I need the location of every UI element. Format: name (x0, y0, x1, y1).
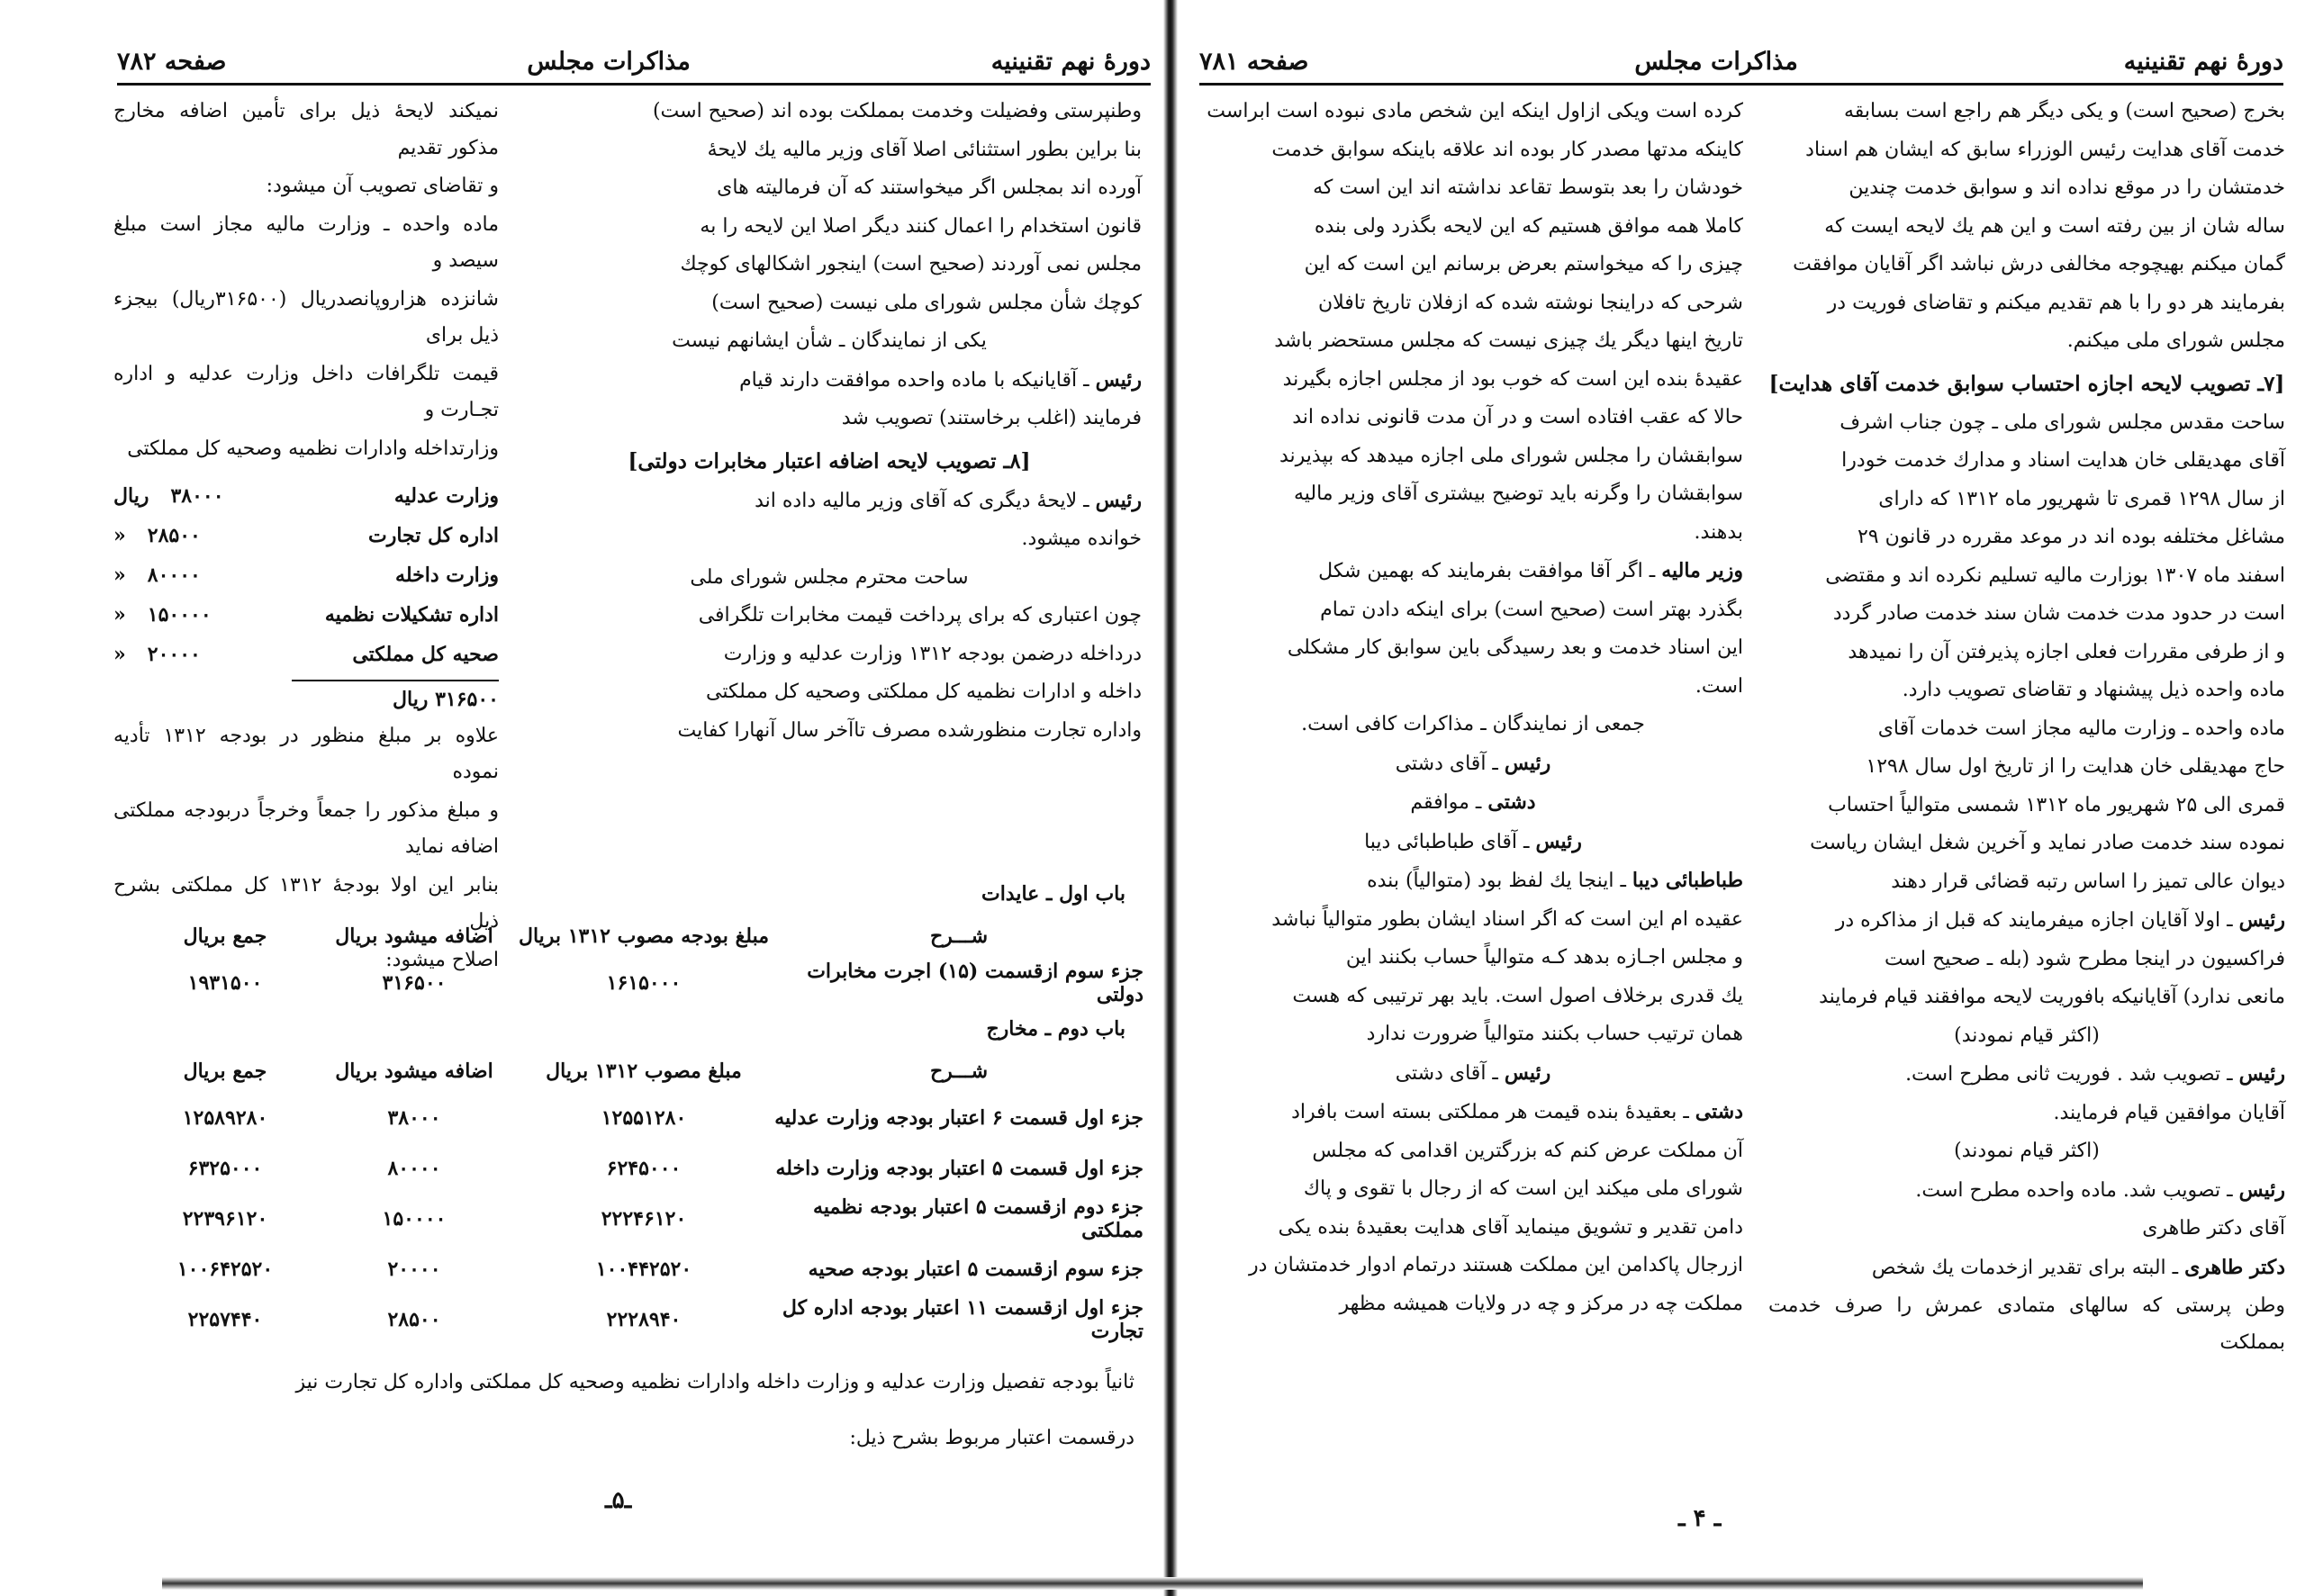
budget-item (113, 476, 499, 516)
table-cell: جزء اول قسمت ۶ اعتبار بودجه وزارت عدلیه (774, 1106, 1143, 1130)
text-line: چون اعتباری که برای پرداخت قیمت مخابرات تلگرافی (698, 604, 1142, 627)
text-line: ماده واحده ذیل پیشنهاد و تقاضای تصویب دارد. (1902, 679, 2285, 701)
table-row (117, 1294, 1143, 1345)
text-line: کاینکه مدتها مصدر کار بوده اند علاقه باینکه سوابق خدمت (1271, 138, 1743, 161)
left-page-right-column (517, 94, 1142, 751)
table-cell: ۱۲۵۸۹۲۸۰ (182, 1106, 268, 1130)
budget-tables (117, 873, 1143, 1476)
text-line: حالا که عقب افتاده است و در آن مدت قانونی نداده اند (1292, 406, 1743, 428)
text-line: خوانده میشود. (1021, 527, 1142, 550)
speaker-name: رئیس (2238, 908, 2285, 932)
budget-total: ۳۱۶۵۰۰ ریال (292, 680, 499, 718)
text-line: خدمتشان را در موقع نداده اند و سوابق خدمت چندین (1849, 176, 2285, 199)
table-cell: ۲۸۵۰۰ (387, 1308, 441, 1331)
text-line: خودشان را بعد بتوسط تقاعد نداشته اند این است که (1313, 176, 1743, 199)
text-line: داخله و ادارات نظمیه کل مملکتی وصحیه کل مملکتی (706, 681, 1142, 703)
speaker-name: طباطبائی دیبا (1632, 869, 1743, 892)
table-cell: جزء سوم ازقسمت ۵ اعتبار بودجه صحیه (808, 1258, 1143, 1281)
table2-header (117, 1050, 1143, 1093)
table-row (117, 1143, 1143, 1194)
table-cell: ۱۹۳۱۵۰۰ (187, 971, 263, 995)
page-footer-number: ـ ۴ ـ (1678, 1505, 1722, 1532)
text-line: تاریخ اینها دیگر یك چیزی نیست که مجلس مستحضر باشد (1274, 329, 1743, 352)
table-cell: ۳۸۰۰۰ (387, 1106, 441, 1130)
text-line: بنا براین بطور استثنائی اصلا آقای وزیر مالیه یك لایحهٔ (707, 138, 1142, 161)
table-footer-text (117, 1365, 1143, 1456)
text-line: مجلس شورای ملی میکنم. (2066, 329, 2285, 352)
table2-body (117, 1093, 1143, 1345)
text-line: دکتر طاهری ـ البته برای تقدیر ازخدمات یك شخص (1871, 1255, 2285, 1279)
text-line: شورای ملی میکند این است که از رجال با تقوی و پاك (1303, 1177, 1743, 1200)
text-line: ثانیاً بودجه تفصیل وزارت عدلیه و وزارت داخله وادارات نظمیه وصحیه کل مملکتی واداره کل تجارت نیز (295, 1371, 1134, 1393)
table-cell: ۲۲۲۸۹۴۰ (606, 1308, 682, 1331)
table1-body (117, 958, 1143, 1008)
text-line: مانعی ندارد) آقایانیکه بافوریت لایحه موافقند قیام فرمایند (1819, 986, 2285, 1008)
text-line: (اکثر قیام نمودند) (1954, 1140, 2100, 1162)
text-line: وطن پرستی که سالهای متمادی عمرش را صرف خدمت بمملکت (1768, 1294, 2285, 1354)
text-line: کوچك شأن مجلس شورای ملی نیست (صحیح است) (711, 291, 1142, 314)
text-line: علاوه بر مبلغ منظور در بودجه ۱۳۱۲ تأدیه نموده (113, 724, 499, 783)
text-line: آن مملکت عرض کنم که بزرگترین اقدامی که مجلس (1312, 1139, 1743, 1162)
text-line: آورده اند بمجلس اگر میخواستند که آن فرمالیته های (717, 176, 1142, 199)
text-line: کاملا همه موافق هستیم که این لایحه بگذرد ولی بنده (1314, 214, 1743, 238)
text-line: عقیده ام این است که اگر اسناد ایشان بطور متوالیاً نباشد (1271, 907, 1743, 931)
budget-item-name: اداره کل تجارت (368, 523, 499, 547)
text-line: (اکثر قیام نمودند) (1954, 1023, 2100, 1047)
left-page-header (117, 40, 1151, 86)
text-line: این اسناد خدمت و بعد رسیدگی باین سوابق کار مشکلی (1287, 636, 1743, 659)
speaker-name: رئیس (1535, 829, 1582, 853)
speaker-name: دشتی (1487, 790, 1536, 814)
text-line: همان ترتیب حساب بکنند متوالیاً ضرورت ندارد (1366, 1023, 1743, 1045)
text-line: دشتی ـ بعقیدهٔ بنده قیمت هر مملکتی بسته است بافراد (1291, 1100, 1743, 1123)
table-cell: ۱۰۰۶۴۲۵۲۰ (176, 1258, 274, 1281)
header-period: دورهٔ نهم تقنینیه (2123, 47, 2283, 76)
table-cell: ۱۲۵۵۱۲۸۰ (601, 1106, 687, 1130)
text-line: جمعی از نمایندگان ـ مذاکرات کافی است. (1301, 713, 1645, 735)
text-line: کرده است ویکی ازاول اینکه این شخص مادی نبوده است ابراست (1207, 100, 1743, 122)
table-cell: ۲۰۰۰۰ (387, 1258, 441, 1281)
table-cell: ۲۲۵۷۴۴۰ (187, 1308, 263, 1331)
budget-item-name: اداره تشکیلات نظمیه (324, 602, 499, 627)
header-title: مذاکرات مجلس (527, 47, 691, 76)
table-cell: ۳۱۶۵۰۰ (382, 971, 447, 995)
text-line: بگذرد بهتر است (صحیح است) برای اینکه دادن تمام (1320, 598, 1743, 621)
text-line: نموده سند خدمت صادر نماید و آخرین شغل ایشان ریاست (1810, 832, 2285, 854)
header-page-number: صفحه ۷۸۱ (1199, 47, 1309, 76)
budget-item (113, 595, 499, 635)
budget-item (113, 555, 499, 595)
text-line: مملکت چه در مرکز و چه در ولایات همیشه مظهر (1339, 1292, 1743, 1315)
text-line: ساحت محترم مجلس شورای ملی (690, 565, 969, 589)
table-cell: جزء سوم ازقسمت (۱۵) اجرت مخابرات دولتی (807, 960, 1143, 1006)
text-line: بخرج (صحیح است) و یکی دیگر هم راجع است بسابقه (1843, 100, 2285, 122)
right-page-left-column (1203, 94, 1743, 1324)
speaker-name: رئیس (1504, 1060, 1551, 1085)
text-line: ساله شان از بین رفته است و این هم یك لایحه ایست که (1824, 214, 2285, 238)
text-line: اسفند ماه ۱۳۰۷ بوزارت مالیه تسلیم نکرده اند و مقتضی (1825, 564, 2285, 587)
speaker-name: رئیس (1504, 751, 1551, 775)
table-header-cell: جمع بریال (183, 1059, 267, 1083)
text-line: چیزی را که میخواستم بعرض برسانم این است که این (1304, 253, 1743, 275)
section-expenses: باب دوم ـ مخارج (986, 1017, 1125, 1041)
table-row (117, 1093, 1143, 1143)
page-footer-number: ـ۵ـ (605, 1487, 632, 1514)
text-line: رئیس ـ تصویب شد . فوریت ثانی مطرح است. (1905, 1062, 2285, 1086)
text-line: درداخله درضمن بودجه ۱۳۱۲ وزارت عدلیه و وزارت (723, 642, 1142, 665)
text-line: یك قدری برخلاف اصول است. باید بهر ترتیبی که هست (1292, 984, 1743, 1007)
header-period: دورهٔ نهم تقنینیه (990, 47, 1151, 76)
text-line: سوابقشان را وگرنه باید توضیح بیشتری آقای وزیر مالیه (1293, 482, 1743, 505)
text-line: و مجلس اجـازه بدهد کـه متوالیاً حساب بکنند این (1345, 946, 1743, 969)
text-line: ماده واحده ـ وزارت مالیه مجاز است خدمات آقای (1877, 717, 2285, 740)
section-title: [۸ـ تصویب لایحه اضافه اعتبار مخابرات دولتی] (628, 448, 1031, 473)
text-line: و از طرفی مقررات فعلی اجازه پذیرفتن آن را نمیدهد (1848, 640, 2285, 663)
text-line: رئیس ـ آقای دشتی (1395, 1060, 1551, 1085)
text-line: رئیس ـ تصویب شد. ماده واحده مطرح است. (1915, 1177, 2285, 1202)
text-line: است. (1695, 674, 1743, 698)
text-line: ساحت مقدس مجلس شورای ملی ـ چون جناب اشرف (1839, 410, 2285, 434)
text-line: قمری الی ۲۵ شهریور ماه ۱۳۱۲ شمسی متوالیاً احتساب (1828, 793, 2285, 816)
table-cell: جزء اول ازقسمت ۱۱ اعتبار بودجه اداره کل تجارت (782, 1296, 1143, 1343)
text-line: رئیس ـ لایحهٔ دیگری که آقای وزیر مالیه داده اند (755, 488, 1142, 512)
text-line: وزیر مالیه ـ اگر آقا موافقت بفرمایند که بهمین شکل (1318, 559, 1743, 582)
text-line: نمیکند لایحهٔ ذیل برای تأمین اضافه مخارج مذکور تقدیم (113, 100, 499, 159)
table-cell: ۲۲۲۴۶۱۲۰ (601, 1207, 687, 1231)
table-header-cell: مبلغ بودجه مصوب ۱۳۱۲ بریال (518, 924, 769, 948)
speaker-name: دشتی (1695, 1100, 1743, 1123)
text-line: بنابر این اولا بودجهٔ ۱۳۱۲ کل مملکتی بشرح ذیل (113, 873, 499, 933)
right-page (1174, 0, 2305, 1596)
table-cell: جزء اول قسمت ۵ اعتبار بودجه وزارت داخله (775, 1157, 1143, 1180)
text-line: طباطبائی دیبا ـ اینجا یك لفظ بود (متوالیاً) بنده (1367, 869, 1743, 892)
table-cell: ۱۶۱۵۰۰۰ (606, 971, 682, 995)
text-line: دشتی ـ موافقم (1410, 790, 1536, 814)
table-header-cell: شـــرح (929, 1059, 989, 1083)
right-page-header (1199, 40, 2283, 86)
text-line: اصلاح میشود: (385, 948, 499, 971)
text-line: و مبلغ مذکور را جمعاً وخرجاً دربودجه مملکتی اضافه نماید (113, 798, 499, 858)
page-bottom-shadow (162, 1577, 2143, 1590)
table-cell: ۱۰۰۴۴۲۵۲۰ (595, 1258, 692, 1281)
speaker-name: وزیر مالیه (1661, 559, 1743, 582)
budget-item (113, 516, 499, 555)
table-cell: جزء دوم ازقسمت ۵ اعتبار بودجه نظمیه مملکتی (813, 1195, 1143, 1242)
budget-item-amount: ۱۵۰۰۰۰ « (113, 602, 212, 627)
bill-intro (113, 94, 499, 467)
left-page-left-column (113, 94, 499, 980)
text-line: رئیس ـ آقای طباطبائی دیبا (1364, 829, 1582, 853)
section-title: [۷ـ تصویب لایحه اجازه احتساب سوابق خدمت آقای هدایت] (1768, 371, 2285, 396)
text-line: بدهند. (1694, 520, 1743, 544)
text-line: رئیس ـ اولا آقایان اجازه میفرمایند که قبل از مذاکره در (1835, 908, 2285, 932)
table-header-cell: مبلغ مصوب ۱۳۱۲ بریال (546, 1059, 742, 1083)
text-line: واداره تجارت منظورشده مصرف تاآخر سال آنهارا کفایت (677, 718, 1142, 742)
text-line: آقای مهدیقلی خان هدایت اسناد و مدارك خدمت خودرا (1841, 449, 2285, 472)
text-line: ازرجال پاکدامن این مملکت هستند درتمام ادوار خدمتشان در (1249, 1254, 1743, 1276)
budget-item-amount: ۸۰۰۰۰ « (113, 563, 201, 587)
budget-item-amount: ۳۸۰۰۰ ریال (113, 483, 224, 508)
text-line: درقسمت اعتبار مربوط بشرح ذیل: (849, 1427, 1134, 1449)
speaker-name: رئیس (1095, 367, 1142, 392)
speaker-name: رئیس (2238, 1062, 2285, 1086)
text-line: بفرمایند هر دو را با هم تقدیم میکنم و تقاضای فوریت در (1827, 291, 2285, 314)
text-line: قیمت تلگرافات داخل وزارت عدلیه و اداره تجـارت و (113, 362, 499, 421)
text-line: فراکسیون در اینجا مطرح شود (بله ـ صحیح است (1884, 947, 2285, 970)
text-line: مشاغل مختلفه بوده اند در موعد مقرره در قانون ۲۹ (1857, 526, 2285, 548)
text-line: سوابقشان را مجلس شورای ملی اجازه میدهد که بپذیرند (1279, 444, 1743, 467)
budget-item-amount: ۲۸۵۰۰ « (113, 523, 201, 547)
text-line: و تقاضای تصویب آن میشود: (266, 175, 499, 197)
table-row (117, 1194, 1143, 1244)
table-row (117, 958, 1143, 1008)
speaker-name: رئیس (2238, 1177, 2285, 1202)
table-header-cell: اضافه میشود بریال (335, 1059, 493, 1083)
text-line: قانون استخدام را اعمال کنند دیگر اصلا این لایحه را به (700, 214, 1142, 238)
text-line: گمان میکنم بهیچوجه مخالفی درش نباشد اگر آقایان موافقت (1793, 253, 2285, 275)
text-line: شرحی که دراینجا نوشته شده که ازفلان تاریخ تافلان (1318, 291, 1743, 314)
text-line: دامن تقدیر و تشویق مینماید آقای هدایت بعقیدهٔ بنده یکی (1278, 1215, 1743, 1239)
text-line: مجلس نمی آوردند (صحیح است) اینجور اشکالهای کوچك (680, 253, 1142, 275)
header-page-number: صفحه ۷۸۲ (117, 47, 227, 76)
text-line: ماده واحده ـ وزارت مالیه مجاز است مبلغ سیصد و (113, 212, 499, 272)
text-line: آقایان موافقین قیام فرمایند. (2053, 1101, 2285, 1124)
speaker-name: دکتر طاهری (2184, 1255, 2285, 1279)
table-cell: ۱۵۰۰۰۰ (382, 1207, 447, 1231)
table-cell: ۶۲۴۵۰۰۰ (606, 1157, 682, 1180)
text-line: دیوان عالی تمیز را اساس رتبه قضائی قرار دهند (1891, 870, 2285, 893)
section-revenues: باب اول ـ عایدات (981, 882, 1125, 906)
text-line: خدمت آقای هدایت رئیس الوزراء سابق که ایشان هم اسناد (1805, 138, 2285, 161)
text-line: از سال ۱۲۹۸ قمری تا شهریور ماه ۱۳۱۲ که دارای (1878, 487, 2285, 510)
budget-item-name: وزارت عدلیه (393, 483, 499, 508)
speaker-name: رئیس (1095, 488, 1142, 512)
table-cell: ۲۲۳۹۶۱۲۰ (182, 1207, 268, 1231)
table-header-cell: جمع بریال (183, 924, 267, 948)
table-header-cell: اضافه میشود بریال (335, 924, 493, 948)
text-line: شانزده هزاروپانصدریال (۳۱۶۵۰۰ریال) بیجزء ذیل برای (113, 287, 499, 347)
table-cell: ۸۰۰۰۰ (387, 1157, 441, 1180)
text-line: است در حدود مدت خدمت شان سند خدمت صادر گردد (1832, 602, 2285, 625)
budget-item (113, 635, 499, 674)
text-line: وزارتداخله وادارات نظمیه وصحیه کل مملکتی (127, 437, 499, 460)
header-title: مذاکرات مجلس (1634, 47, 1798, 76)
text-line: آقای دکتر طاهری (2142, 1217, 2285, 1240)
text-line: وطنپرستی وفضیلت وخدمت بمملکت بوده اند (صحیح است) (652, 100, 1142, 122)
right-page-right-column (1768, 94, 2285, 1363)
table-row (117, 1244, 1143, 1294)
budget-item-amount: ۲۰۰۰۰ « (113, 642, 201, 666)
table-cell: ۶۳۲۵۰۰۰ (187, 1157, 263, 1180)
text-line: فرمایند (اغلب برخاستند) تصویب شد (841, 407, 1142, 429)
text-line: رئیس ـ آقای دشتی (1395, 751, 1551, 775)
table-header-cell: شـــرح (929, 924, 989, 948)
budget-list (113, 476, 499, 674)
text-line: حاج مهدیقلی خان هدایت را از تاریخ اول سال ۱۲۹۸ (1866, 755, 2285, 778)
text-line: رئیس ـ آقایانیکه با ماده واحده موافقت دارند قیام (739, 367, 1142, 392)
text-line: یکی از نمایندگان ـ شأن ایشانهم نیست (672, 329, 987, 352)
budget-item-name: وزارت داخله (395, 563, 499, 587)
budget-item-name: صحیه کل مملکتی (352, 642, 499, 666)
table1-header (117, 915, 1143, 958)
text-line: عقیدهٔ بنده این است که خوب بود از مجلس اجازه بگیرند (1282, 367, 1743, 391)
